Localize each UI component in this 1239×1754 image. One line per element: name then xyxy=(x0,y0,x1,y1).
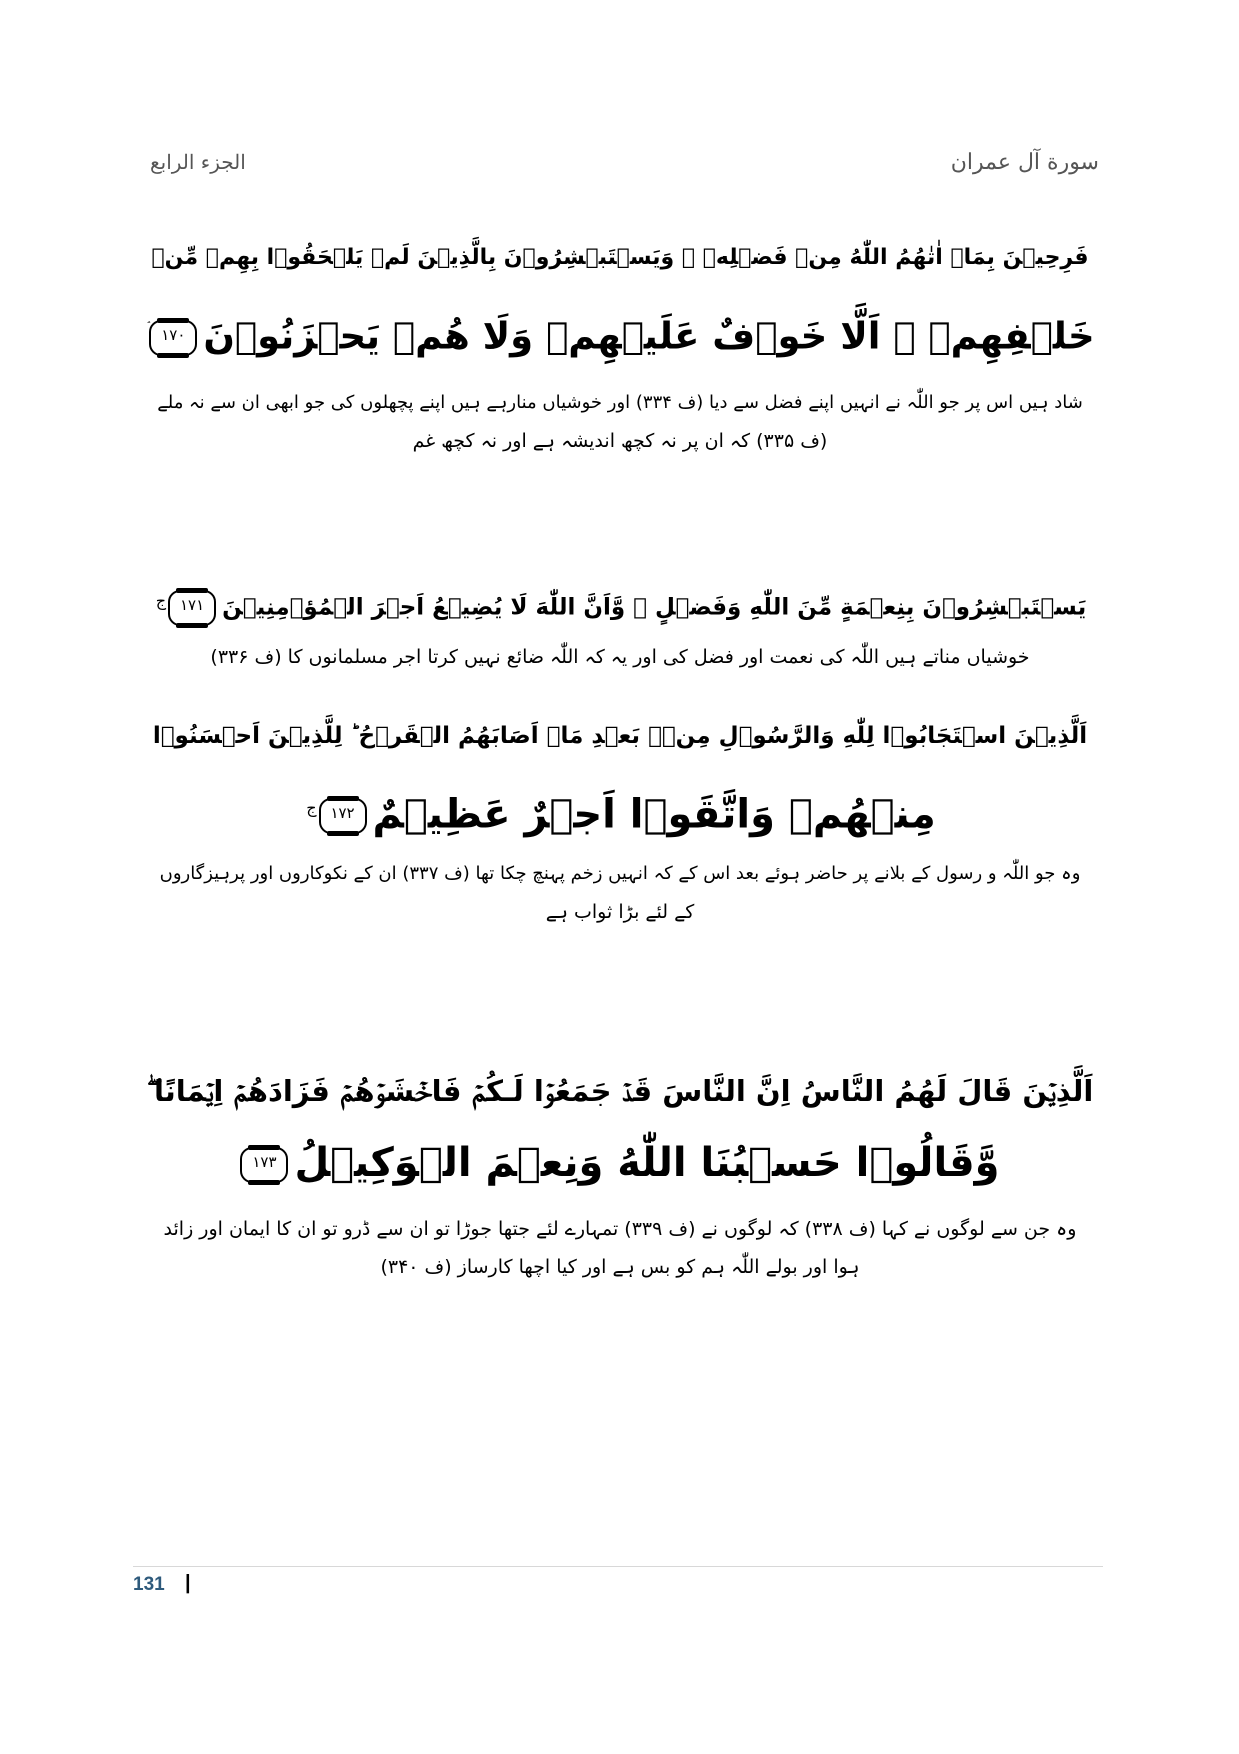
page-number-separator: | xyxy=(185,1572,191,1594)
verse-end-marker-icon xyxy=(149,320,197,356)
waqf-sign: ج xyxy=(306,798,317,817)
translation-line: (ف ۳۳۵) کہ ان پر نہ کچھ اندیشہ ہے اور نہ کچھ غم xyxy=(412,430,828,452)
verse-number: ١٧١ xyxy=(180,596,205,615)
ayah-line-text: مِنۡهُمۡ وَاتَّقَوۡا اَجۡرٌ عَظِيۡمٌ xyxy=(372,791,936,838)
page-number: 131 xyxy=(133,1574,165,1595)
ayah-line: اَلَّذِيۡنَ قَالَ لَهُمُ النَّاسُ اِنَّ النَّاسَ قَدۡ جَمَعُوۡا لَـكُمۡ فَاخۡشَوۡهُمۡ فَزَادَهُمۡ اِيۡمَانًا ۖ xyxy=(146,1074,1094,1108)
ayah-line xyxy=(140,772,1100,850)
translation-line: وہ جو اللّٰہ و رسول کے بلانے پر حاضر ہوئے بعد اس کے کہ انہیں زخم پہنچ چکا تھا (ف ۳۳۷) ان کے نکوکاروں اور پرہیزگاروں xyxy=(159,863,1081,884)
ayah-line: فَرِحِيۡنَ بِمَاۤ اٰتٰهُمُ اللّٰهُ مِنۡ فَضۡلِهٖ ۙ وَيَسۡتَبۡشِرُوۡنَ بِالَّذِيۡنَ لَمۡ يَلۡحَقُوۡا بِهِمۡ مِّنۡ xyxy=(151,245,1089,270)
translation-line: خوشیاں مناتے ہیں اللّٰہ کی نعمت اور فضل کی اور یہ کہ اللّٰہ ضائع نہیں کرتا اجر مسلمانوں کا (ف ۳۳۶) xyxy=(210,646,1030,668)
translation-block-170 xyxy=(140,384,1100,460)
translation-block-173 xyxy=(140,1210,1100,1286)
translation-line: کے لئے بڑا ثواب ہے xyxy=(545,901,695,923)
footer-rule xyxy=(133,1566,1103,1567)
ayah-line-text: خَلۡفِهِمۡ ۙ اَلَّا خَوۡفٌ عَلَيۡهِمۡ وَلَا هُمۡ يَحۡزَنُوۡنَ xyxy=(203,314,1095,358)
ayah-line-text: وَّقَالُوۡا حَسۡبُنَا اللّٰهُ وَنِعۡمَ الۡوَكِيۡلُ xyxy=(294,1140,1000,1186)
ayah-line: اَلَّذِيۡنَ اسۡتَجَابُوۡا لِلّٰهِ وَالرَّسُوۡلِ مِنۡۢ بَعۡدِ مَاۤ اَصَابَهُمُ الۡقَرۡحُ ؕ لِلَّذِيۡنَ اَحۡسَنُوۡا xyxy=(152,723,1088,749)
ayah-line xyxy=(140,565,1100,644)
ayah-line xyxy=(140,294,1100,372)
ayah-block-172 xyxy=(140,700,1100,850)
ayah-block-170 xyxy=(140,222,1100,372)
surah-title: سورة آل عمران xyxy=(950,150,1099,175)
juz-title: الجزء الرابع xyxy=(150,150,246,174)
ayah-block-171 xyxy=(140,565,1100,644)
ayah-block-173 xyxy=(140,1055,1100,1199)
translation-line: ہوا اور بولے اللّٰہ ہم کو بس ہے اور کیا اچھا کارساز (ف ۳۴۰) xyxy=(380,1256,860,1278)
ayah-line xyxy=(140,1127,1100,1199)
translation-line: شاد ہیں اس پر جو اللّٰہ نے انہیں اپنے فضل سے دیا (ف ۳۳۴) اور خوشیاں منارہے ہیں اپنے پچھلوں کی جو ابھی ان سے نہ ملے xyxy=(157,392,1083,413)
translation-block-171 xyxy=(140,638,1100,676)
verse-number: ١٧٢ xyxy=(330,804,355,823)
ayah-line-text: يَسۡتَبۡشِرُوۡنَ بِنِعۡمَةٍ مِّنَ اللّٰهِ وَفَضۡلٍ ۙ وَّاَنَّ اللّٰهَ لَا يُضِيۡعُ اَجۡرَ الۡمُؤۡمِنِيۡنَ xyxy=(222,594,1087,621)
verse-end-marker-icon xyxy=(240,1147,288,1183)
translation-line: وہ جن سے لوگوں نے کہا (ف ۳۳۸) کہ لوگوں نے (ف ۳۳۹) تمہارے لئے جتھا جوڑا تو ان سے ڈرو تو ان کا ایمان اور زائد xyxy=(163,1218,1077,1240)
verse-number: ١٧٣ xyxy=(252,1153,277,1171)
verse-end-marker-icon xyxy=(319,798,367,834)
verse-number: ١٧٠ xyxy=(161,325,186,344)
translation-block-172 xyxy=(140,855,1100,931)
waqf-sign: ج xyxy=(155,591,167,610)
verse-end-marker-icon xyxy=(168,590,216,626)
